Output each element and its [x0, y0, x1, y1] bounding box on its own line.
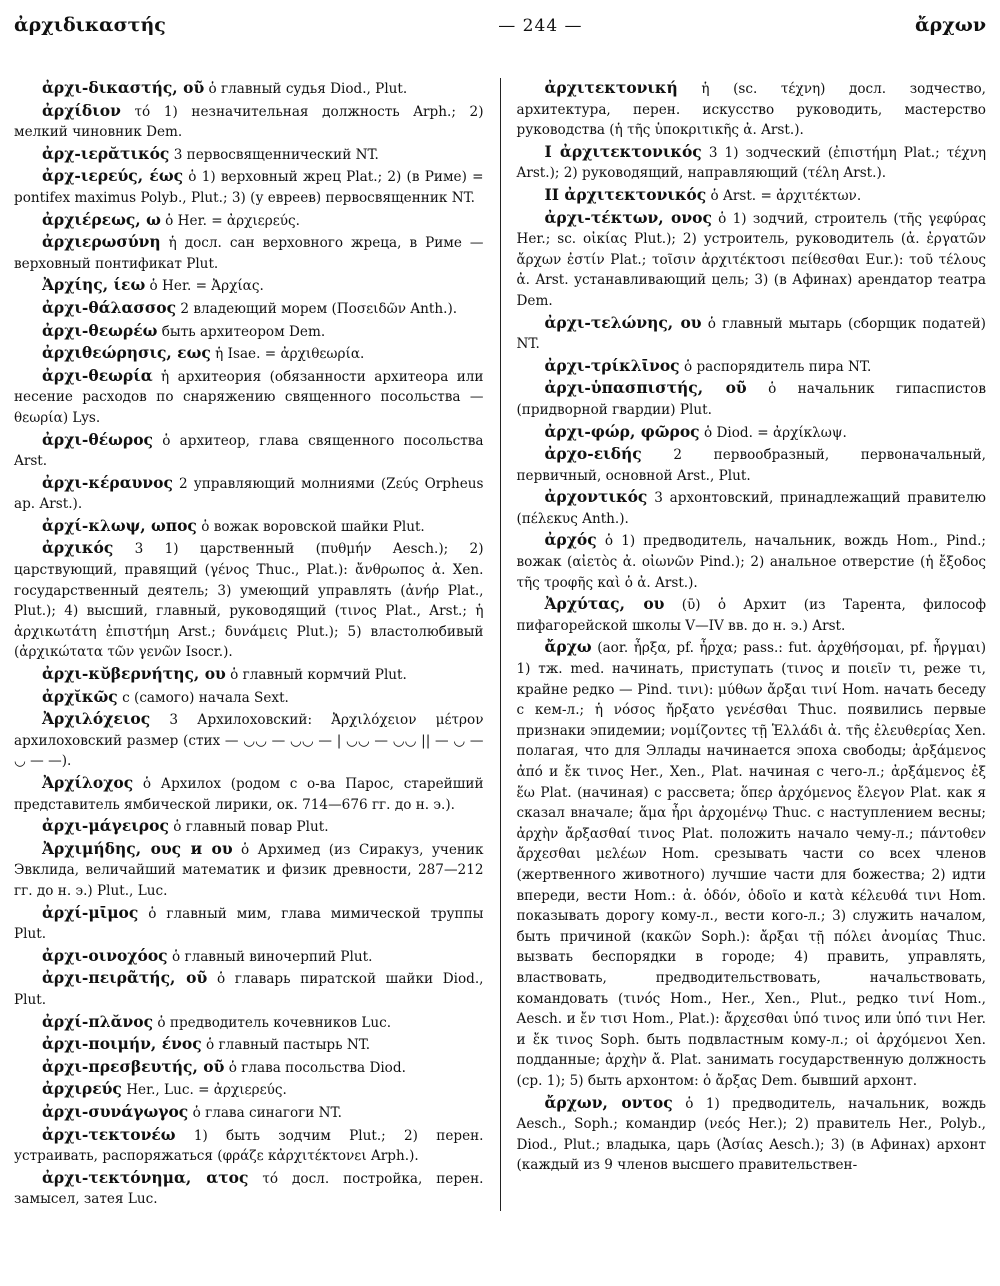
dictionary-entry [14, 144, 484, 166]
dictionary-entry [517, 444, 987, 486]
dictionary-entry [517, 637, 987, 1091]
dictionary-entry [14, 1102, 484, 1124]
entry-headword: ἀρχιερωσύνη [42, 232, 161, 252]
dictionary-entry [517, 378, 987, 420]
entry-definition: ὁ распорядитель пира NT. [683, 358, 872, 375]
dictionary-entry [14, 538, 484, 663]
entry-definition: ὁ главный пастырь NT. [206, 1037, 371, 1054]
dictionary-entry [517, 208, 987, 312]
entry-definition: ὁ 1) предводитель, начальник, вождь Hom., Pind.; вожак (αἰετὸς ἀ. οἰωνῶν Pind.); 2) анальное отверстие (ἡ ἔξοδος τῆς τροφῆς καὶ ὁ ἀ. Arst.). [516, 533, 987, 591]
dictionary-entry [14, 687, 484, 709]
dictionary-entry [14, 1034, 484, 1056]
entry-headword: ἀρχί-μῑμος [42, 902, 139, 922]
entry-headword: ἀρχιτεκτονική [544, 78, 678, 97]
entry-headword: I ἀρχιτεκτονικός [544, 141, 702, 161]
dictionary-entry [14, 101, 484, 143]
entry-definition: ὁ вожак воровской шайки Plut. [201, 518, 425, 535]
entry-definition: τό 1) незначительная должность Arph.; 2) мелкий чиновник Dem. [14, 103, 484, 141]
entry-headword: ἀρχίδιον [42, 100, 121, 120]
dictionary-entry [14, 430, 484, 472]
entry-headword: ἀρχιθεώρησις, εως [42, 343, 211, 363]
entry-headword: ἀρχός [544, 530, 597, 550]
dictionary-entry [14, 1168, 484, 1210]
entry-definition: ὁ Her. = ἀρχιερεύς. [165, 212, 300, 229]
entry-definition: ὁ глава синагоги NT. [192, 1104, 342, 1121]
dictionary-entry [14, 1125, 484, 1167]
entry-definition: (aor. ἦρξα, pf. ἦρχα; pass.: fut. ἀρχθήσομαι, pf. ἦργμαι) 1) тж. med. начинать, приступать (τινος и ποιεῖν τι, реже τι, крайне редко — Pind. τινι): μύθων ἄρξαι τινί Hom. начать беседу с кем-л.; ἡ νόσος ἤρξατο γενέσθαι Thuc. появились первые признаки эпидемии; νομίζοντες τῇ Ἑλλάδι ἀ. τῆς ἐλευθερίας Xen. полагая, что для Эллады начинается эпоха свободы; ἀρξάμενος ἀπό и ἔκ τινος Her., Xen., Plat. начиная с чего-л.; ἀρξάμενος ἐξ ἕω Plat. (начиная) с рассвета; ὅπερ ἀρχόμενος ἔλεγον Plat. как я сказал вначале; ἅμα ἦρι ἀρχομένῳ Thuc. с наступлением весны; ἀρχὴν ἄρξασθαί τινος Plat. положить начало чему-л.; πάντοθεν ἄρχεσθαι μελέων Hom. срезывать части со всех членов (жертвенного животного) лучшие части для божества; 2) идти впереди, вести Hom.: ἀ. ὁδόν, ὁδοῖο и κατὰ κέλευθά τινι Hom. показывать дорогу кому-л., вести кого-л.; 3) служить началом, быть причиной (κακῶν Soph.): ἄρξαι τῇ πόλει ἀνομίας Thuc. вызвать беспорядки в городе; 4) править, управлять, властвовать, предводительствовать, начальствовать, командовать (τινός Hom., Her., Xen., Plut., редко τινί Hom., Aesch. и ἔν τισι Hom., Plat.): ἄρχεσθαι ὑπό τινος или ὑπό τινι Her. и ἔκ τινος Soph. быть подвластным кому-л.; οἱ ἀρχόμενοι Xen. подданные; ἀρχὴν ἄ. Plat. занимать государственную должность (ср. 1); 5) быть архонтом: ὁ ἄρξας Dem. бывший архонт. [516, 640, 986, 1089]
entry-headword: ἀρχι-μάγειρος [42, 816, 169, 836]
entry-definition: ἡ досл. сан верховного жреца, в Риме — верховный понтификат Plut. [14, 235, 484, 272]
entry-definition: 3 1) царственный (πυθμήν Aesch.); 2) царствующий, правящий (γένος Thuc., Plat.): ἄνθρωπος ἀ. Xen. государственный деятель; 3) умеющий управлять (ἀνήρ Plat., Plut.); 4) высший, главный, руководящий (τινος Plat., Arst.; ἡ ἀρχικωτάτη ἐπιστήμη Arst.; δυνάμεις Plut.); 5) властолюбивый (ἀρχικώτατα τῶν γενῶν Isocr.). [14, 541, 484, 661]
dictionary-entry [517, 594, 987, 636]
entry-definition: ὁ Архилох (родом с о-ва Парос, старейший представитель ямбической лирики, ок. 714—676 гг. до н. э.). [14, 776, 484, 813]
entry-headword: ἄρχων, οντος [544, 1092, 673, 1112]
entry-headword: ἀρχικός [42, 538, 114, 558]
dictionary-entry [14, 968, 484, 1010]
entry-definition: быть архитеором Dem. [161, 323, 326, 340]
entry-headword: ἀρχι-θάλασσος [42, 297, 177, 317]
dictionary-entry [14, 343, 484, 365]
dictionary-entry [14, 903, 484, 945]
entry-definition: ὁ 1) предводитель, начальник, вождь Aesch., Soph.; командир (νεός Her.); 2) правитель Her., Polyb., Diod., Plut.; владыка, царь (Ἀσίας Aesch.); 3) (в Афинах) архонт (каждый из 9 членов высшего правительствен- [516, 1095, 986, 1174]
entry-definition: ὁ главный судья Diod., Plut. [208, 81, 408, 97]
dictionary-entry [517, 530, 987, 593]
entry-definition: (ῡ) ὁ Архит (из Тарента, философ пифагорейской школы V—IV вв. до н. э.) Arst. [516, 597, 986, 634]
entry-headword: II ἀρχιτεκτονικός [544, 184, 707, 204]
dictionary-entry [517, 185, 987, 207]
entry-definition: 2 первообразный, первоначальный, первичный, основной Arst., Plut. [516, 447, 987, 484]
entry-headword: ἀρχοντικός [544, 487, 648, 507]
entry-definition: ὁ Arst. = ἀρχιτέκτων. [710, 187, 862, 204]
entry-headword: ἀρχι-θεωρία [42, 365, 153, 385]
entry-definition: Her., Luc. = ἀρχιερεύς. [126, 1082, 287, 1099]
entry-headword: Ἀρχίλοχος [42, 773, 134, 792]
entry-definition: ὁ главный мим, глава мимической труппы Plut. [14, 905, 484, 943]
entry-definition: 3 1) зодческий (ἐπιστήμη Plat.; τέχνη Arst.); 2) руководящий, направляющий (τέλη Arst.). [516, 144, 986, 182]
dictionary-entry [14, 275, 484, 297]
dictionary-entry [14, 210, 484, 232]
entry-definition: ὁ 1) зодчий, строитель (τῆς γεφύρας Her.; sc. οἰκίας Plut.); 2) устроитель, руководитель (ἀ. ἐργατῶν ἄρχων ἐστίν Plat.; τοῖσιν ἀρχιτέκτοσι πείθεσθαι Eur.): τοῦ τέλους ἀ. Arst. устанавливающий цель; 3) (в Афинах) арендатор театра Dem. [516, 210, 987, 309]
entry-headword: Ἀρχύτας, ου [544, 594, 665, 614]
entry-headword: ἀρχι-πρεσβευτής, οῦ [42, 1056, 225, 1076]
dictionary-entry [517, 142, 987, 184]
dictionary-entry [14, 773, 484, 815]
page-header [14, 14, 986, 50]
dictionary-entry [14, 298, 484, 320]
entry-headword: ἀρχι-δικαστής, οῦ [42, 78, 205, 97]
entry-headword: ἀρχι-ὑπασπιστής, οῦ [544, 378, 747, 398]
entry-definition: 2 управляющий молниями (Ζεύς Orpheus ap. Arst.). [14, 475, 484, 513]
dictionary-entry [14, 1079, 484, 1101]
entry-definition: 2 владеющий морем (Ποσειδῶν Anth.). [180, 300, 458, 317]
entry-headword: ἀρχι-θέωρος [42, 429, 153, 449]
dictionary-entry [517, 487, 987, 529]
entry-definition: 3 первосвященнический NT. [173, 146, 379, 163]
entry-headword: Ἀρχιμήδης, ους и ου [42, 838, 233, 858]
dictionary-entry [517, 422, 987, 444]
entry-headword: ἀρχι-τεκτονέω [42, 1124, 176, 1144]
dictionary-entry [14, 166, 484, 208]
entry-headword: ἀρχ-ιερεύς, έως [42, 166, 184, 186]
column-divider [500, 78, 501, 1211]
entry-headword: ἀρχιέρεως, ω [42, 209, 161, 229]
entry-definition: ὁ главный мытарь (сборщик податей) NT. [516, 315, 986, 353]
dictionary-entry [14, 839, 484, 902]
entry-definition: 3 архонтовский, принадлежащий правителю (πέλεκυς Anth.). [516, 490, 986, 527]
entry-headword: ἀρχι-φώρ, φῶρος [544, 421, 700, 441]
entry-definition: с (самого) начала Sext. [122, 689, 289, 706]
dictionary-entry [14, 321, 484, 343]
entry-headword: ἀρχι-οινοχόος [42, 945, 168, 965]
dictionary-entry [14, 473, 484, 515]
entry-definition: ὁ главарь пиратской шайки Diod., Plut. [14, 971, 484, 1008]
entry-headword: ἀρχιρεύς [42, 1079, 122, 1099]
entry-headword: ἀρχί-πλᾰνος [42, 1011, 154, 1031]
entry-headword: ἀρχο-ειδής [544, 444, 642, 464]
entry-definition: ὁ начальник гипаспистов (придворной гвардии) Plut. [516, 381, 986, 418]
dictionary-entry [14, 232, 484, 274]
dictionary-entry [517, 356, 987, 378]
entry-headword: ἀρχι-συνάγωγος [42, 1101, 189, 1121]
dictionary-entry [14, 1057, 484, 1079]
right-column [505, 78, 987, 1211]
entry-headword: ἀρχι-κῠβερνήτης, ου [42, 664, 226, 684]
header-right-guide-word: ἄρχων [914, 14, 986, 36]
entry-headword: Ἀρχίης, ίεω [42, 275, 146, 295]
entry-definition: ὁ предводитель кочевников Luc. [157, 1014, 392, 1031]
entry-headword: ἀρχι-κέραυνος [42, 472, 173, 492]
entry-definition: ἡ архитеория (обязанности архитеора или несение расходов по снаряжению священного посольства — θεωρία) Lys. [14, 368, 484, 426]
page-number: — 244 — [498, 16, 583, 36]
dictionary-entry [14, 664, 484, 686]
entry-headword: ἀρχι-τεκτόνημα, ατος [42, 1167, 249, 1187]
dictionary-entry [517, 78, 987, 141]
dictionary-entry [14, 946, 484, 968]
entry-headword: ἀρχι-πειρᾶτής, οῦ [42, 968, 208, 988]
left-column [14, 78, 496, 1211]
entry-definition: ἡ (sc. τέχνη) досл. зодчество, архитектура, перен. искусство руководить, мастерство руководства (ἡ τῆς ὑποκριτικῆς ἀ. Arst.). [516, 81, 986, 139]
dictionary-entry [14, 78, 484, 100]
entry-headword: ἀρχι-τέκτων, ονος [544, 207, 712, 227]
header-left-guide-word: ἀρχιδικαστής [14, 14, 166, 36]
entry-definition: ὁ Her. = Ἀρχίας. [149, 278, 264, 295]
dictionary-entry [14, 1012, 484, 1034]
entry-definition: 1) быть зодчим Plut.; 2) перен. устраивать, распоряжаться (φράζε κἀρχιτέκτονει Arph.). [14, 1127, 484, 1165]
entry-headword: Ἀρχιλόχειος [42, 709, 151, 729]
entry-definition: ὁ главный кормчий Plut. [230, 667, 407, 684]
entry-headword: ἀρχι-θεωρέω [42, 320, 158, 340]
entry-headword: ἄρχω [544, 637, 592, 657]
entry-definition: ὁ архитеор, глава священного посольства Arst. [14, 432, 484, 470]
columns [14, 78, 986, 1211]
entry-definition: ὁ главный повар Plut. [173, 819, 329, 836]
entry-headword: ἀρχῐκῶς [42, 686, 118, 706]
entry-definition: τό досл. постройка, перен. замысел, затея Luc. [14, 1170, 484, 1208]
entry-definition: ὁ Архимед (из Сиракуз, ученик Эвклида, величайший математик и физик древности, 287—212 гг. до н. э.) Plut., Luc. [14, 841, 484, 899]
dictionary-entry [14, 816, 484, 838]
dictionary-entry [14, 366, 484, 429]
entry-definition: ὁ главный виночерпий Plut. [171, 948, 373, 965]
entry-headword: ἀρχι-τελώνης, ου [544, 312, 702, 332]
entry-definition: ὁ 1) верховный жрец Plat.; 2) (в Риме) = pontifex maximus Polyb., Plut.; 3) (у евреев) первосвященник NT. [14, 169, 484, 206]
entry-headword: ἀρχ-ιερᾰτικός [42, 143, 170, 163]
dictionary-entry [517, 313, 987, 355]
entry-definition: 3 Архилоховский: Ἀρχιλόχειον μέτρον архилоховский размер (стих — ◡◡ — ◡◡ — | ◡◡ — ◡◡ || — ◡ — ◡ — —). [14, 712, 484, 770]
entry-definition: ὁ глава посольства Diod. [228, 1059, 406, 1076]
dictionary-entry [14, 709, 484, 772]
entry-definition: ὁ Diod. = ἀρχίκλωψ. [703, 424, 847, 441]
entry-headword: ἀρχι-ποιμήν, ένος [42, 1034, 202, 1054]
dictionary-entry [14, 516, 484, 538]
entry-definition: ἡ Isae. = ἀρχιθεωρία. [215, 346, 365, 363]
entry-headword: ἀρχί-κλωψ, ωπος [42, 515, 197, 535]
dictionary-entry [517, 1093, 987, 1176]
entry-headword: ἀρχι-τρίκλῑνος [544, 355, 680, 375]
